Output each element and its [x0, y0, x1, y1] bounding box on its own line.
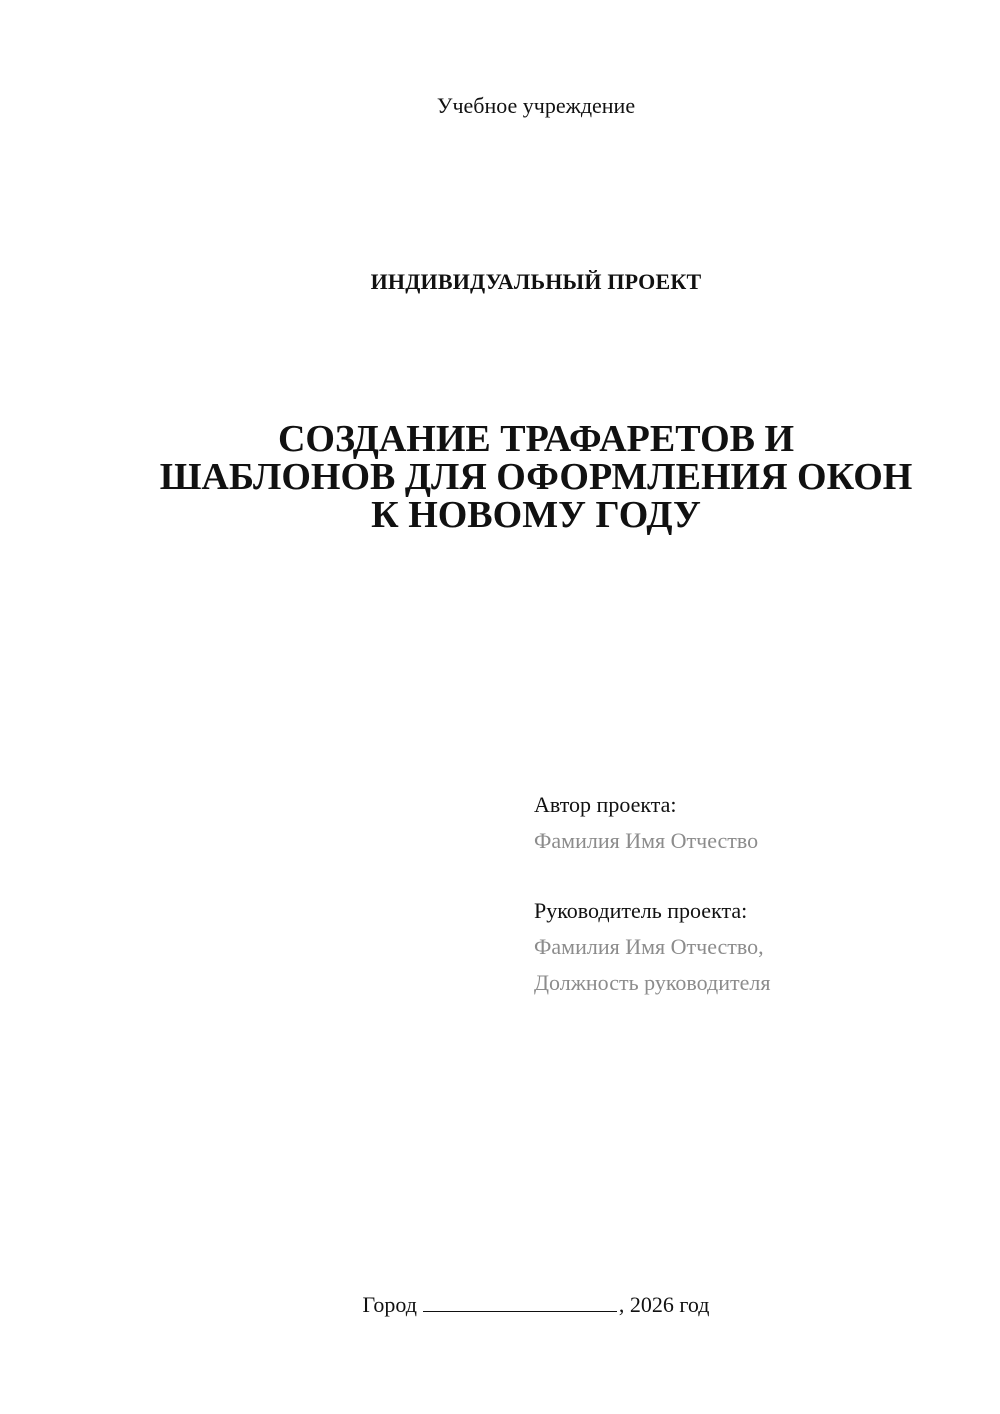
city-label: Город: [362, 1292, 417, 1317]
title-line-3: К НОВОМУ ГОДУ: [371, 494, 701, 536]
author-label: Автор проекта:: [534, 792, 677, 817]
supervisor-position: Должность руководителя: [534, 970, 771, 995]
author-name: Фамилия Имя Отчество: [534, 828, 759, 853]
city-year-line: [0, 1291, 1000, 1319]
authors-block: [534, 787, 974, 1001]
supervisor-label: Руководитель проекта:: [534, 898, 748, 923]
year-text: , 2026 год: [618, 1292, 710, 1317]
document-type: ИНДИВИДУАЛЬНЫЙ ПРОЕКТ: [370, 269, 702, 294]
project-title: [100, 420, 972, 534]
supervisor-name: Фамилия Имя Отчество,: [534, 934, 764, 959]
city-blank: [423, 1291, 617, 1312]
title-line-2: ШАБЛОНОВ ДЛЯ ОФОРМЛЕНИЯ ОКОН: [159, 456, 913, 498]
institution-name: Учебное учреждение: [436, 93, 636, 118]
title-line-1: СОЗДАНИЕ ТРАФАРЕТОВ И: [277, 418, 795, 460]
spacer: [534, 859, 974, 893]
